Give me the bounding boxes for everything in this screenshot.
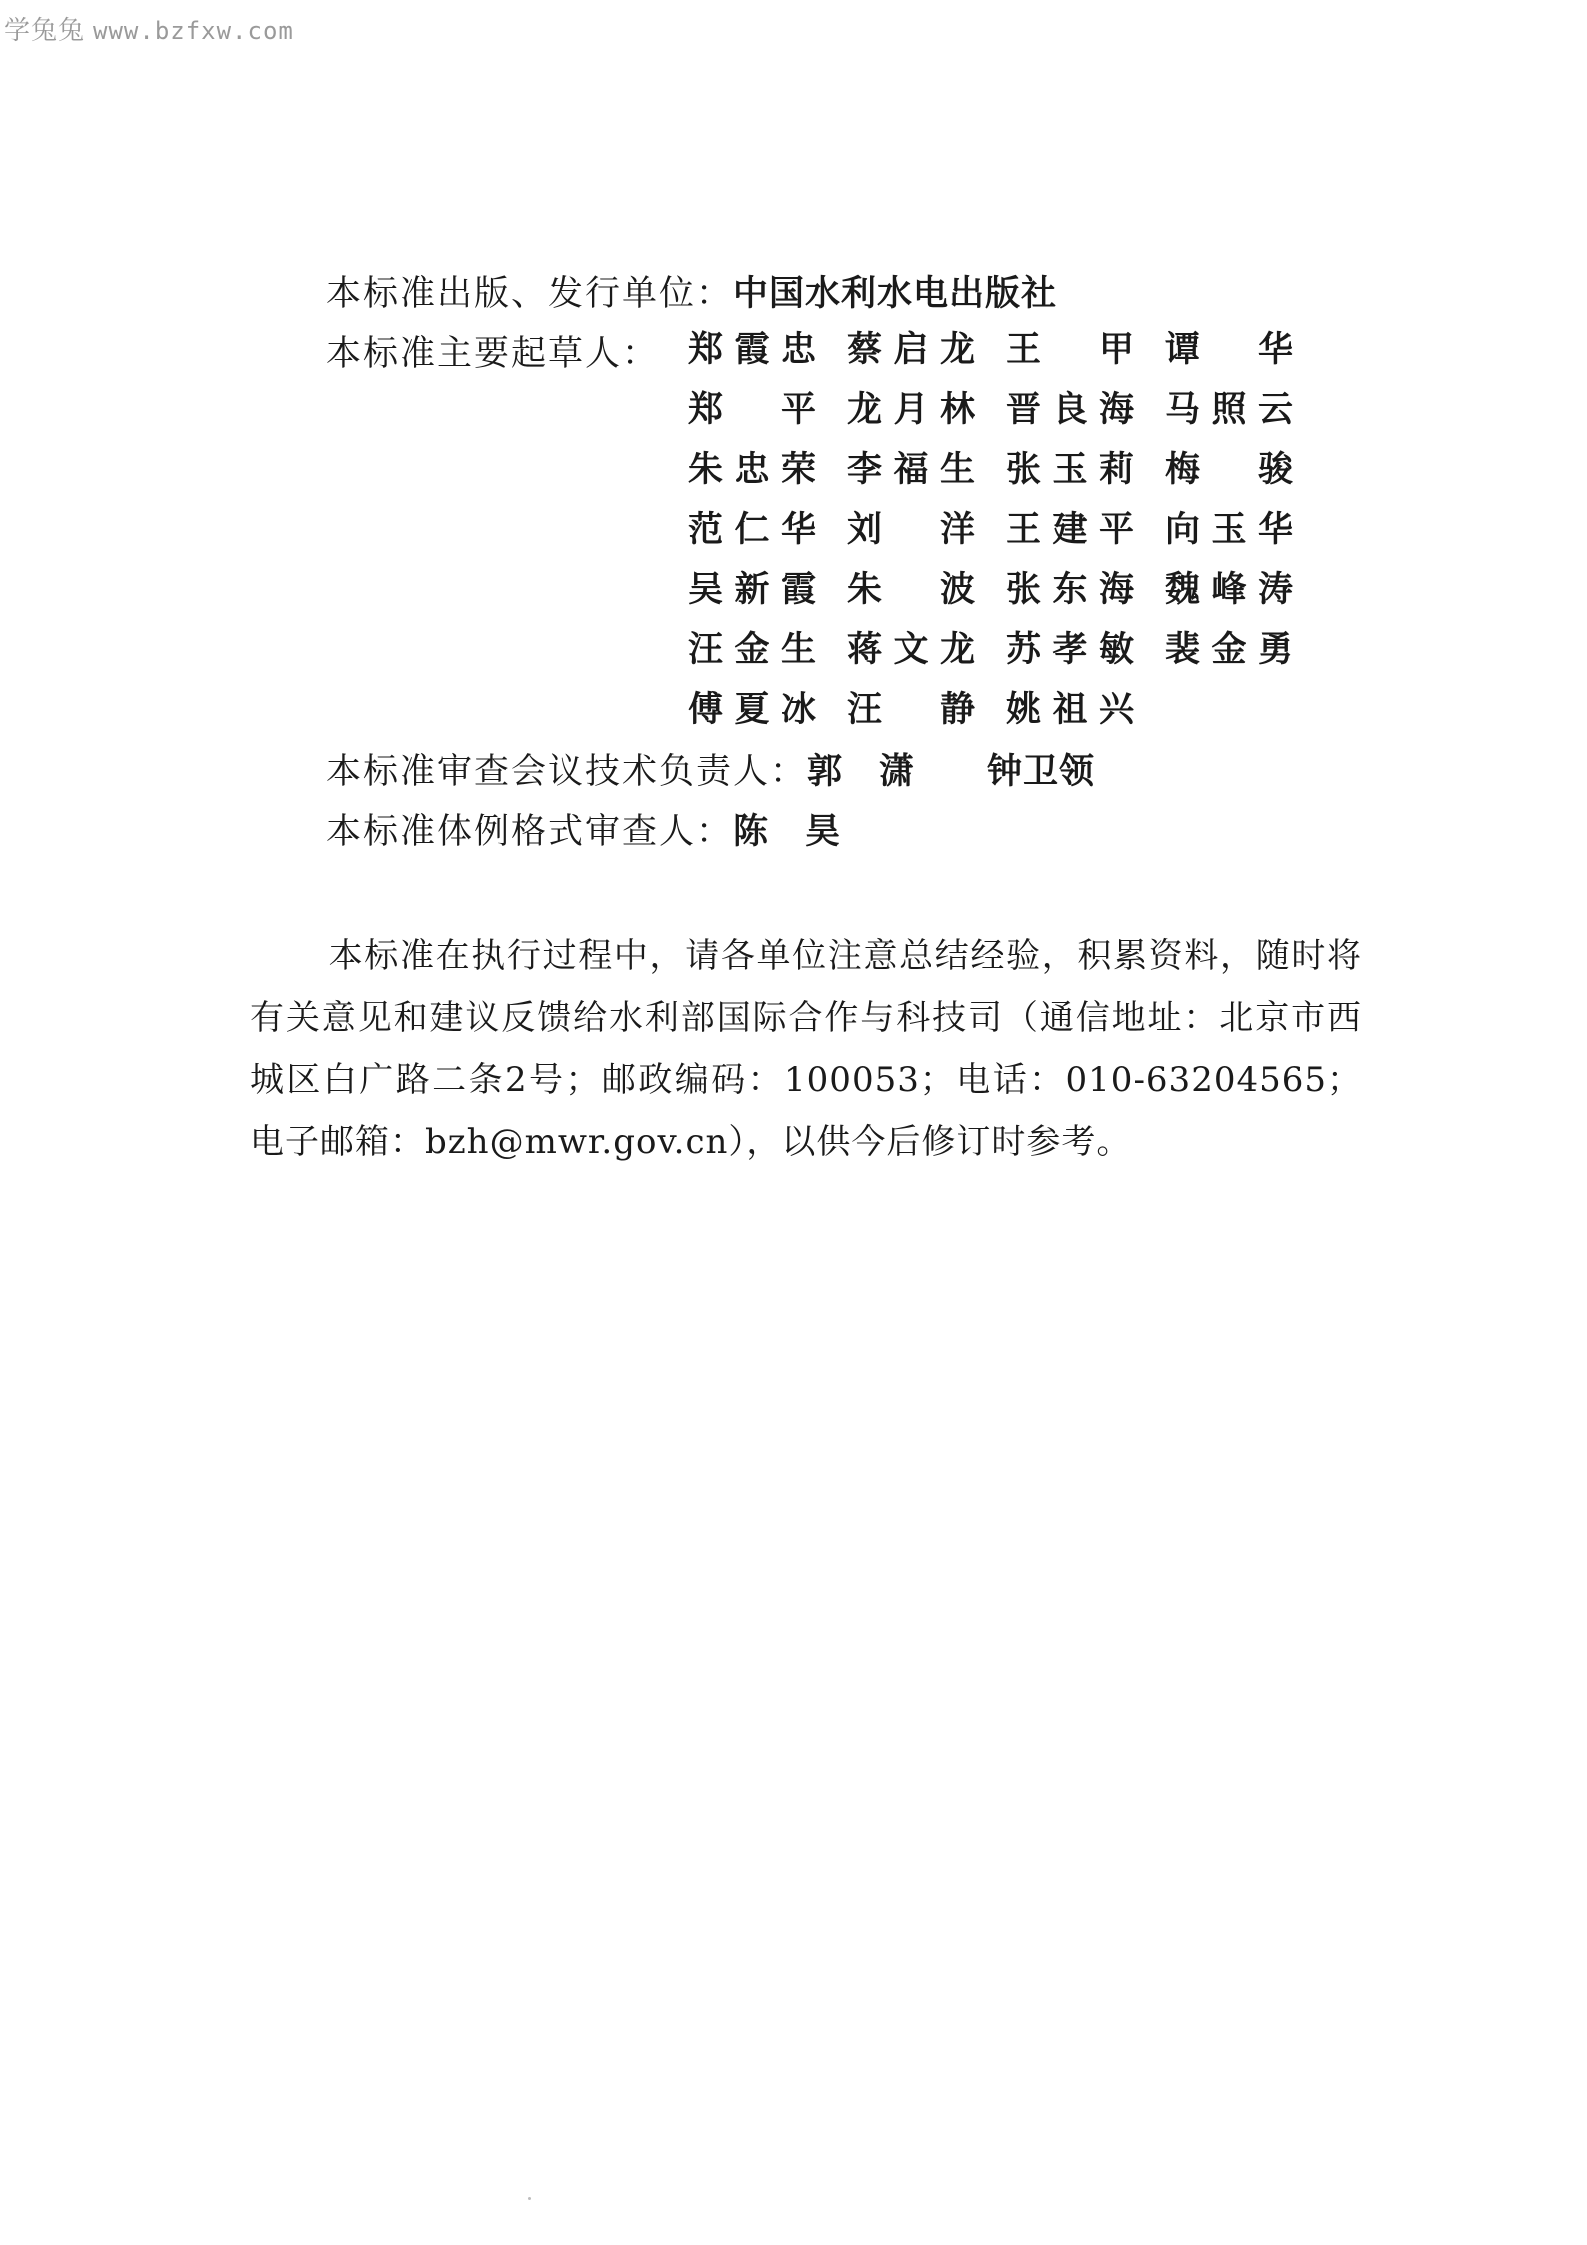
publisher-value: 中国水利水电出版社 bbox=[733, 274, 1058, 314]
drafter-name: 向 玉 华 bbox=[1165, 510, 1293, 550]
drafter-name: 傅 夏 冰 bbox=[688, 690, 816, 730]
drafter-name: 龙 月 林 bbox=[847, 390, 975, 430]
drafters-row bbox=[326, 330, 659, 378]
tech-reviewers-row bbox=[326, 748, 1095, 796]
watermark-site: www.bzfxw.com bbox=[93, 17, 294, 45]
drafter-name: 蒋 文 龙 bbox=[847, 630, 975, 670]
drafter-name: 汪 静 bbox=[847, 690, 975, 730]
drafters-label: 本标准主要起草人： bbox=[326, 334, 660, 374]
drafter-name: 朱 波 bbox=[847, 570, 975, 610]
format-reviewer-label: 本标准体例格式审查人： bbox=[326, 812, 734, 852]
drafter-name: 郑 平 bbox=[688, 390, 816, 430]
drafter-name: 汪 金 生 bbox=[688, 630, 816, 670]
drafter-name: 苏 孝 敏 bbox=[1006, 630, 1134, 670]
drafter-name: 吴 新 霞 bbox=[688, 570, 816, 610]
drafter-name: 魏 峰 涛 bbox=[1165, 570, 1293, 610]
publisher-row bbox=[326, 270, 1057, 318]
feedback-note-text: 本标准在执行过程中，请各单位注意总结经验，积累资料，随时将有关意见和建议反馈给水利部国际合作与科技司（通信地址：北京市西城区白广路二条2号；邮政编码：100053；电话：010-63204565；电子邮箱：bzh@mwr.gov.cn），以供今后修订时参考。 bbox=[250, 936, 1362, 1162]
publisher-label: 本标准出版、发行单位： bbox=[326, 274, 734, 314]
drafter-name: 梅 骏 bbox=[1165, 450, 1293, 490]
feedback-note bbox=[250, 925, 1362, 1173]
tech-reviewers-label: 本标准审查会议技术负责人： bbox=[326, 752, 808, 792]
format-reviewer-row bbox=[326, 808, 841, 856]
watermark-brand: 学兔兔 bbox=[4, 16, 86, 46]
watermark bbox=[4, 10, 294, 47]
drafter-name: 王 甲 bbox=[1006, 330, 1134, 370]
drafter-name: 马 照 云 bbox=[1165, 390, 1293, 430]
drafter-name: 刘 洋 bbox=[847, 510, 975, 550]
scan-speck bbox=[528, 2197, 531, 2200]
drafter-name: 张 玉 莉 bbox=[1006, 450, 1134, 490]
drafter-name: 朱 忠 荣 bbox=[688, 450, 816, 490]
drafter-name: 姚 祖 兴 bbox=[1006, 690, 1134, 730]
drafter-name: 张 东 海 bbox=[1006, 570, 1134, 610]
drafter-name: 蔡 启 龙 bbox=[847, 330, 975, 370]
drafter-name: 李 福 生 bbox=[847, 450, 975, 490]
tech-reviewers-value: 郭 潇 钟卫领 bbox=[807, 752, 1096, 792]
drafter-name: 郑 霞 忠 bbox=[688, 330, 816, 370]
drafter-name: 王 建 平 bbox=[1006, 510, 1134, 550]
drafter-name: 谭 华 bbox=[1165, 330, 1293, 370]
drafter-name: 裴 金 勇 bbox=[1165, 630, 1293, 670]
drafter-name: 范 仁 华 bbox=[688, 510, 816, 550]
format-reviewer-value: 陈 昊 bbox=[733, 812, 842, 852]
drafter-name: 晋 良 海 bbox=[1006, 390, 1134, 430]
